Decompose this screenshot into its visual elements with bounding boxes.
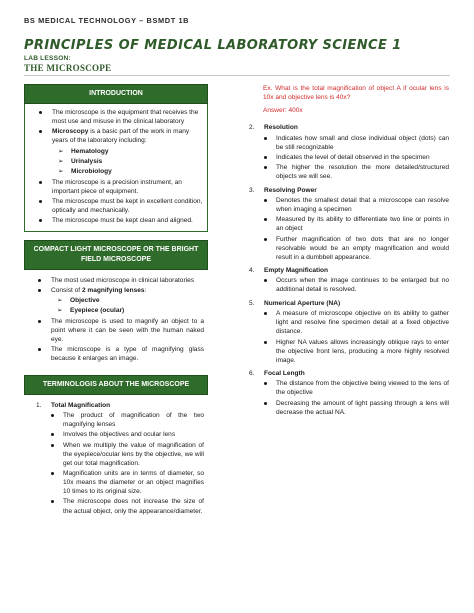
list-item: Further magnification of two dots that are no longer resolvable would be an empty magnification and would result in a dumbbell appearance. xyxy=(243,235,449,262)
document-title: PRINCIPLES OF MEDICAL LABORATORY SCIENCE 1 xyxy=(24,38,402,53)
numbered-item xyxy=(243,186,449,195)
lesson-topic: THE MICROSCOPE xyxy=(24,63,112,73)
resolution-section xyxy=(243,123,449,181)
list-item: Higher NA values allows increasingly oblique rays to enter the objective front lens, producing a more highly resolved image. xyxy=(243,338,449,365)
terms-section xyxy=(24,395,208,521)
list-item: Indicates the level of detail observed in the specimen xyxy=(243,153,449,162)
intro-heading: INTRODUCTION xyxy=(24,84,208,104)
numbered-item xyxy=(243,266,449,275)
sub-item: ➢ Microbiology xyxy=(31,167,203,176)
right-column xyxy=(243,84,449,418)
list-item-text: : xyxy=(144,286,147,294)
sub-item: ➢ Eyepiece (ocular) xyxy=(30,306,204,315)
course-header: BS MEDICAL TECHNOLOGY – BSMDT 1B xyxy=(24,16,190,25)
list-item: The higher the resolution the more detailed/structured objects we will see. xyxy=(243,163,449,181)
focal-length-section xyxy=(243,369,449,417)
sub-item: ➢ Objective xyxy=(30,296,204,305)
list-item: The distance from the objective being viewed to the lens of the objective xyxy=(243,379,449,397)
example-answer: Answer: 400x xyxy=(263,107,303,115)
list-item: The microscope is a type of magnifying glass because it enlarges an image. xyxy=(30,345,204,363)
item-number: 1. xyxy=(36,401,42,409)
list-item: Denotes the smallest detail that a microscope can resolve when imaging a specimen xyxy=(243,196,449,214)
left-column xyxy=(24,84,208,521)
sub-item: ➢ Hematology xyxy=(31,147,203,156)
item-title: Total Magnification xyxy=(51,401,111,409)
list-item: Occurs when the image continues to be enlarged but no additional detail is resolved. xyxy=(243,276,449,294)
list-item: When we multiply the value of magnification of the eyepiece/ocular lens by the objective, we will get our total magnification. xyxy=(30,441,204,468)
list-item: Measured by its ability to differentiate two line or points in an object xyxy=(243,215,449,233)
list-item: The microscope does not increase the size of the actual object, only the appearance/diameter. xyxy=(30,497,204,515)
example-question: Ex. What is the total magnification of object A if ocular lens is 10x and objective lens is 40x? xyxy=(263,85,449,102)
item-number: 4. xyxy=(249,267,255,275)
item-title: Empty Magnification xyxy=(264,267,329,275)
list-item-text: Consist of xyxy=(51,286,81,294)
item-number: 6. xyxy=(249,369,255,377)
list-item: A measure of microscope objective on its ability to gather light and resolve fine specimen detail at a fixed objective distance. xyxy=(243,309,449,336)
list-item-text: is a basic part of the work in many years of the laboratory including: xyxy=(52,128,190,145)
numbered-item xyxy=(243,299,449,308)
list-item: Decreasing the amount of light passing through a lens will decrease the actual NA. xyxy=(243,399,449,417)
item-title: Numerical Aperture (NA) xyxy=(264,299,341,307)
numbered-item xyxy=(243,369,449,378)
list-item xyxy=(30,286,204,295)
list-item xyxy=(31,127,203,145)
list-item: Involves the objectives and ocular lens xyxy=(30,430,204,439)
list-item: The microscope is a precision instrument, an important piece of equipment. xyxy=(31,178,203,196)
example-block xyxy=(243,84,449,115)
list-item: The microscope must be kept clean and aligned. xyxy=(31,216,203,225)
empty-magnification-section xyxy=(243,266,449,294)
header-divider xyxy=(24,75,450,76)
item-title: Resolving Power xyxy=(264,186,317,194)
numbered-item xyxy=(243,123,449,132)
list-item: The microscope is the equipment that receives the most use and misuse in the clinical laboratory xyxy=(31,108,203,126)
item-title: Focal Length xyxy=(264,369,305,377)
lesson-label: LAB LESSON: xyxy=(24,55,71,62)
item-title: Resolution xyxy=(264,124,298,132)
bold-term: 2 magnifying lenses xyxy=(81,286,145,294)
list-item: The product of magnification of the two magnifying lenses xyxy=(30,411,204,429)
item-number: 5. xyxy=(249,299,255,307)
list-item: The microscope is used to magnify an object to a point where it can be seen with the human naked eye. xyxy=(30,317,204,344)
intro-box xyxy=(24,104,208,232)
numerical-aperture-section xyxy=(243,299,449,365)
resolving-power-section xyxy=(243,186,449,262)
terms-heading: TERMINOLOGIS ABOUT THE MICROSCOPE xyxy=(24,375,208,395)
item-number: 3. xyxy=(249,186,255,194)
list-item: Indicates how small and close individual object (dots) can be still recognizable xyxy=(243,134,449,152)
numbered-item xyxy=(30,401,204,410)
list-item: The most used microscope in clinical laboratories xyxy=(30,276,204,285)
compact-heading: COMPACT LIGHT MICROSCOPE OR THE BRIGHT FIELD MICROSCOPE xyxy=(24,240,208,270)
bold-term: Microscopy xyxy=(52,128,89,136)
list-item: Magnification units are in terms of diameter, so 10x means the diameter or an object magnifies 10 times to its original size. xyxy=(30,469,204,496)
compact-section xyxy=(24,270,208,369)
sub-item: ➢ Urinalysis xyxy=(31,157,203,166)
item-number: 2. xyxy=(249,124,255,132)
list-item: The microscope must be kept in excellent condition, optically and mechanically. xyxy=(31,197,203,215)
